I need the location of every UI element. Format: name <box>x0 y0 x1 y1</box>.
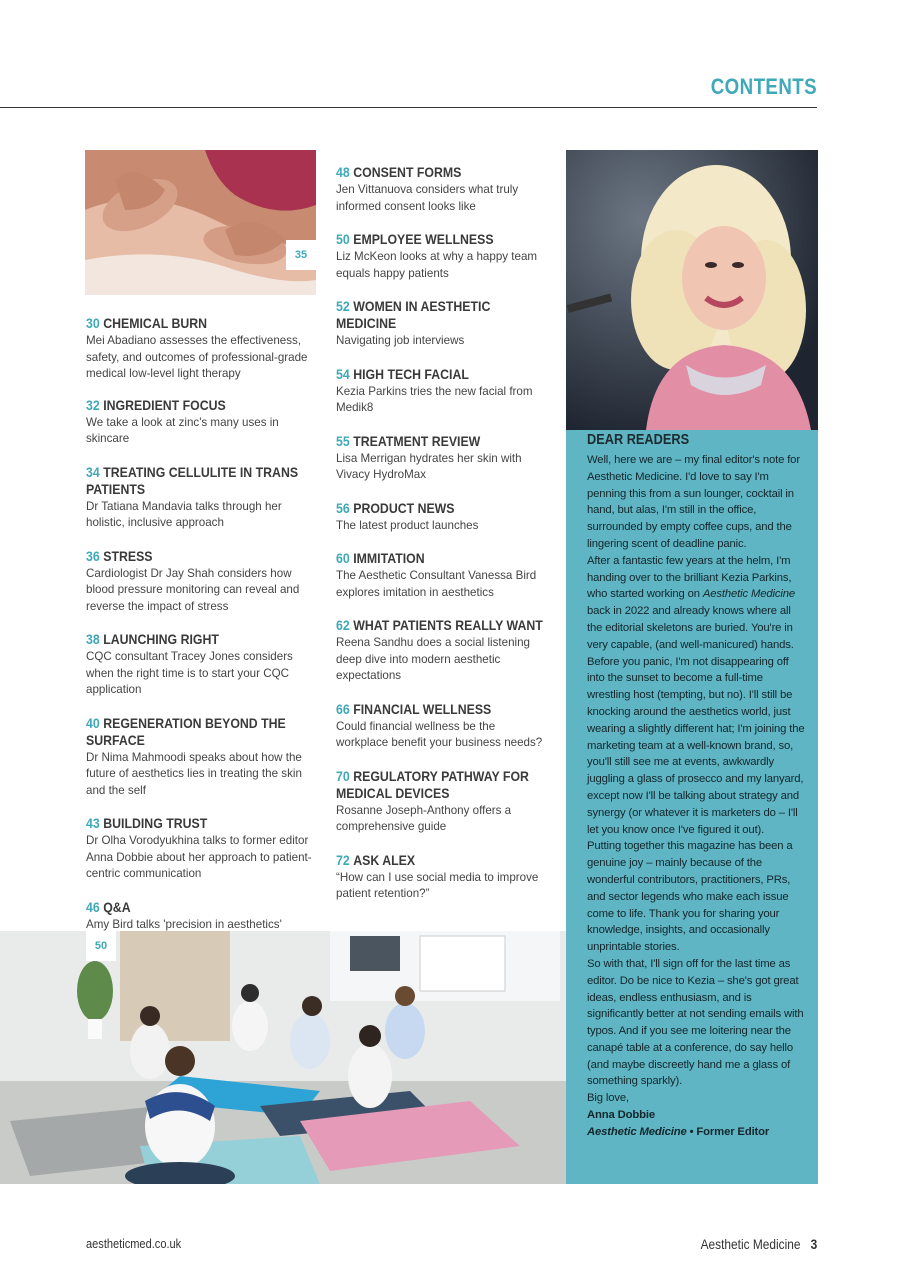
editor-note-paragraph: So with that, I'll sign off for the last time as editor. Do be nice to Kezia – she's got great ideas, endless enthusiasm, and is significantly better at not sending emails with typos. And if you see me loitering near the canapé table at a conference, do say hello (and maybe discreetly hand me a glass of something sparkly). <box>587 957 804 1088</box>
entry-description: Cardiologist Dr Jay Shah considers how blood pressure monitoring can reveal and reverse the impact of stress <box>86 566 300 613</box>
page-badge-35: 35 <box>286 240 316 270</box>
entry-heading <box>336 852 549 869</box>
entry-title: Q&A <box>103 898 131 915</box>
photo-editor <box>566 150 818 430</box>
entry-heading <box>336 550 549 567</box>
entry-title: REGENERATION BEYOND THE SURFACE <box>86 714 286 748</box>
entry-heading <box>86 899 319 916</box>
entry-page-number: 50 <box>336 231 350 247</box>
entry-heading <box>336 231 549 248</box>
section-title: CONTENTS <box>710 74 817 99</box>
entry-page-number: 66 <box>336 700 350 717</box>
entry-heading <box>86 815 319 832</box>
entry-title: HIGH TECH FACIAL <box>353 365 469 382</box>
entry-heading <box>336 298 549 332</box>
entry-title: TREATING CELLULITE IN TRANS PATIENTS <box>86 463 299 497</box>
entry-title: EMPLOYEE WELLNESS <box>353 231 494 247</box>
editor-note-title: DEAR READERS <box>587 432 690 448</box>
entry-page-number: 43 <box>86 815 100 831</box>
footer-url[interactable]: aestheticmed.co.uk <box>86 1236 182 1251</box>
entry-heading <box>336 433 549 450</box>
entry-heading <box>86 397 319 414</box>
entry-page-number: 38 <box>86 631 100 647</box>
entry-title: STRESS <box>103 547 153 564</box>
entry-description: “How can I use social media to improve patient retention?” <box>336 870 539 900</box>
entry-title: CONSENT FORMS <box>353 164 462 180</box>
entry-page-number: 30 <box>86 315 100 331</box>
entry-title: IMMITATION <box>353 550 425 566</box>
entry-page-number: 72 <box>336 851 350 868</box>
editor-note-paragraph <box>587 553 805 654</box>
header-rule <box>0 107 817 108</box>
entry-page-number: 52 <box>336 298 350 314</box>
contents-entry[interactable] <box>336 298 548 350</box>
entry-heading <box>86 315 319 332</box>
entry-description: Amy Bird talks 'precision in aesthetics' <box>86 917 282 931</box>
entry-page-number: 60 <box>336 550 350 566</box>
entry-title: LAUNCHING RIGHT <box>103 631 219 647</box>
entry-description: We take a look at zinc's many uses in skincare <box>86 415 279 445</box>
contents-entry[interactable] <box>336 164 548 215</box>
contents-column-left <box>86 315 318 933</box>
entry-title: ASK ALEX <box>353 851 416 868</box>
editor-note-paragraph: Putting together this magazine has been a genuine joy – mainly because of the wonderful contributors, practitioners, PRs, and sector legends who make each issue come to life. Thank you for sharing your knowledge, insights, and occasionally unprintable stories. <box>587 840 793 954</box>
entry-title: BUILDING TRUST <box>103 815 208 831</box>
entry-heading <box>336 617 549 634</box>
entry-description: Lisa Merrigan hydrates her skin with Vivacy HydroMax <box>336 451 522 481</box>
contents-entry[interactable] <box>86 315 318 383</box>
editor-note-text: back in 2022 and already knows where all the editorial skeletons are buried. You're in very capable, (and well-manicured) hands. <box>587 605 794 651</box>
signature-publication: Aesthetic Medicine <box>587 1125 687 1138</box>
entry-description: Dr Olha Vorodyukhina talks to former editor Anna Dobbie about her approach to patient-centric communication <box>86 834 312 880</box>
entry-title: FINANCIAL WELLNESS <box>353 700 492 717</box>
entry-heading <box>336 500 549 517</box>
entry-description: Liz McKeon looks at why a happy team equals happy patients <box>336 250 538 280</box>
contents-entry[interactable] <box>336 768 548 836</box>
editor-note-signature-role <box>587 1124 805 1141</box>
photo-massage <box>85 150 316 295</box>
entry-page-number: 56 <box>336 499 350 516</box>
entry-page-number: 70 <box>336 767 350 784</box>
editor-note-publication: Aesthetic Medicine <box>702 588 795 601</box>
contents-entry[interactable] <box>86 899 318 934</box>
entry-page-number: 40 <box>86 714 100 731</box>
entry-title: WHAT PATIENTS REALLY WANT <box>353 617 543 633</box>
contents-entry[interactable] <box>336 231 548 282</box>
entry-heading <box>86 548 319 565</box>
entry-description: Could financial wellness be the workplace benefit your business needs? <box>336 719 543 749</box>
entry-title: PRODUCT NEWS <box>353 499 455 516</box>
entry-page-number: 55 <box>336 432 350 449</box>
entry-description: Kezia Parkins tries the new facial from Medik8 <box>336 384 533 414</box>
entry-description: Navigating job interviews <box>336 334 465 347</box>
photo-office-meditation <box>0 931 566 1184</box>
entry-page-number: 62 <box>336 617 350 633</box>
massage-illustration <box>85 150 316 295</box>
entry-title: REGULATORY PATHWAY FOR MEDICAL DEVICES <box>336 767 529 801</box>
entry-page-number: 54 <box>336 365 350 382</box>
entry-heading <box>86 631 319 648</box>
signature-role-text: • Former Editor <box>686 1125 770 1138</box>
entry-description: Rosanne Joseph-Anthony offers a comprehensive guide <box>336 803 512 833</box>
entry-heading <box>336 366 549 383</box>
footer-publication <box>700 1236 817 1252</box>
contents-entry[interactable] <box>336 366 548 417</box>
page-badge-50: 50 <box>86 931 116 961</box>
entry-title: WOMEN IN AESTHETIC MEDICINE <box>336 298 491 331</box>
entry-title: INGREDIENT FOCUS <box>103 396 226 413</box>
editor-note-body <box>587 452 805 1141</box>
editor-note-text: After a fantastic few years at the helm, I'm handing over to the brilliant Kezia Parkins, who started working on <box>587 554 792 601</box>
contents-entry[interactable] <box>336 701 548 752</box>
contents-column-mid <box>336 164 548 903</box>
contents-entry[interactable] <box>86 397 318 448</box>
entry-heading <box>336 701 549 718</box>
entry-page-number: 34 <box>86 463 100 480</box>
footer-publication-name: Aesthetic Medicine <box>700 1236 801 1252</box>
contents-entry[interactable] <box>86 464 318 532</box>
editor-note-paragraph: Before you panic, I'm not disappearing off into the sunset to become a full-time wrestling host (tempting, but no). I'll still be knocking around the aesthetics world, just wearing a slightly different hat; I'm joining the marketing team at a well-known brand, so, you'll still see me at events, awkwardly juggling a glass of prosecco and my lanyard, except now I'll be talking about strategy and synergy (or whatever it is marketers do – I'll let you know once I've figured it out). <box>587 655 805 836</box>
entry-description: The latest product launches <box>336 518 479 532</box>
contents-entry[interactable] <box>86 631 318 699</box>
entry-heading <box>336 164 549 181</box>
entry-description: Jen Vittanuova considers what truly informed consent looks like <box>336 183 519 213</box>
meditation-illustration <box>0 931 566 1184</box>
contents-entry[interactable] <box>86 815 318 883</box>
entry-heading <box>86 464 319 498</box>
editor-note <box>566 430 818 1184</box>
editor-note-signoff: Big love, <box>587 1092 629 1105</box>
entry-heading <box>336 768 549 802</box>
contents-entry[interactable] <box>336 617 548 685</box>
entry-page-number: 36 <box>86 547 100 564</box>
footer-page-number: 3 <box>810 1236 817 1252</box>
contents-entry[interactable] <box>86 715 318 800</box>
entry-description: Dr Nima Mahmoodi speaks about how the future of aesthetics lies in treating the skin and the self <box>86 750 302 797</box>
editor-note-paragraph: Well, here we are – my final editor's note for Aesthetic Medicine. I'd love to say I'm penning this from a sun lounger, cocktail in hand, but alas, I'm still in the office, surrounded by empty coffee cups, and the lingering scent of deadline panic. <box>587 454 800 550</box>
entry-page-number: 32 <box>86 396 100 413</box>
contents-entry[interactable] <box>336 433 548 484</box>
editor-note-signature-name: Anna Dobbie <box>587 1109 656 1122</box>
entry-description: Reena Sandhu does a social listening deep dive into modern aesthetic expectations <box>336 636 531 682</box>
contents-entry[interactable] <box>336 500 548 535</box>
entry-page-number: 46 <box>86 898 100 915</box>
contents-entry[interactable] <box>86 548 318 616</box>
entry-heading <box>86 715 319 749</box>
entry-description: Mei Abadiano assesses the effectiveness, safety, and outcomes of professional-grade medical low-level light therapy <box>86 334 308 380</box>
editor-portrait <box>566 150 818 430</box>
entry-title: CHEMICAL BURN <box>103 315 208 331</box>
entry-description: The Aesthetic Consultant Vanessa Bird explores imitation in aesthetics <box>336 569 537 599</box>
entry-description: CQC consultant Tracey Jones considers when the right time is to start your CQC application <box>86 650 293 696</box>
entry-description: Dr Tatiana Mandavia talks through her holistic, inclusive approach <box>86 499 282 529</box>
contents-entry[interactable] <box>336 550 548 601</box>
entry-page-number: 48 <box>336 164 350 180</box>
contents-entry[interactable] <box>336 852 548 903</box>
entry-title: TREATMENT REVIEW <box>353 432 481 449</box>
